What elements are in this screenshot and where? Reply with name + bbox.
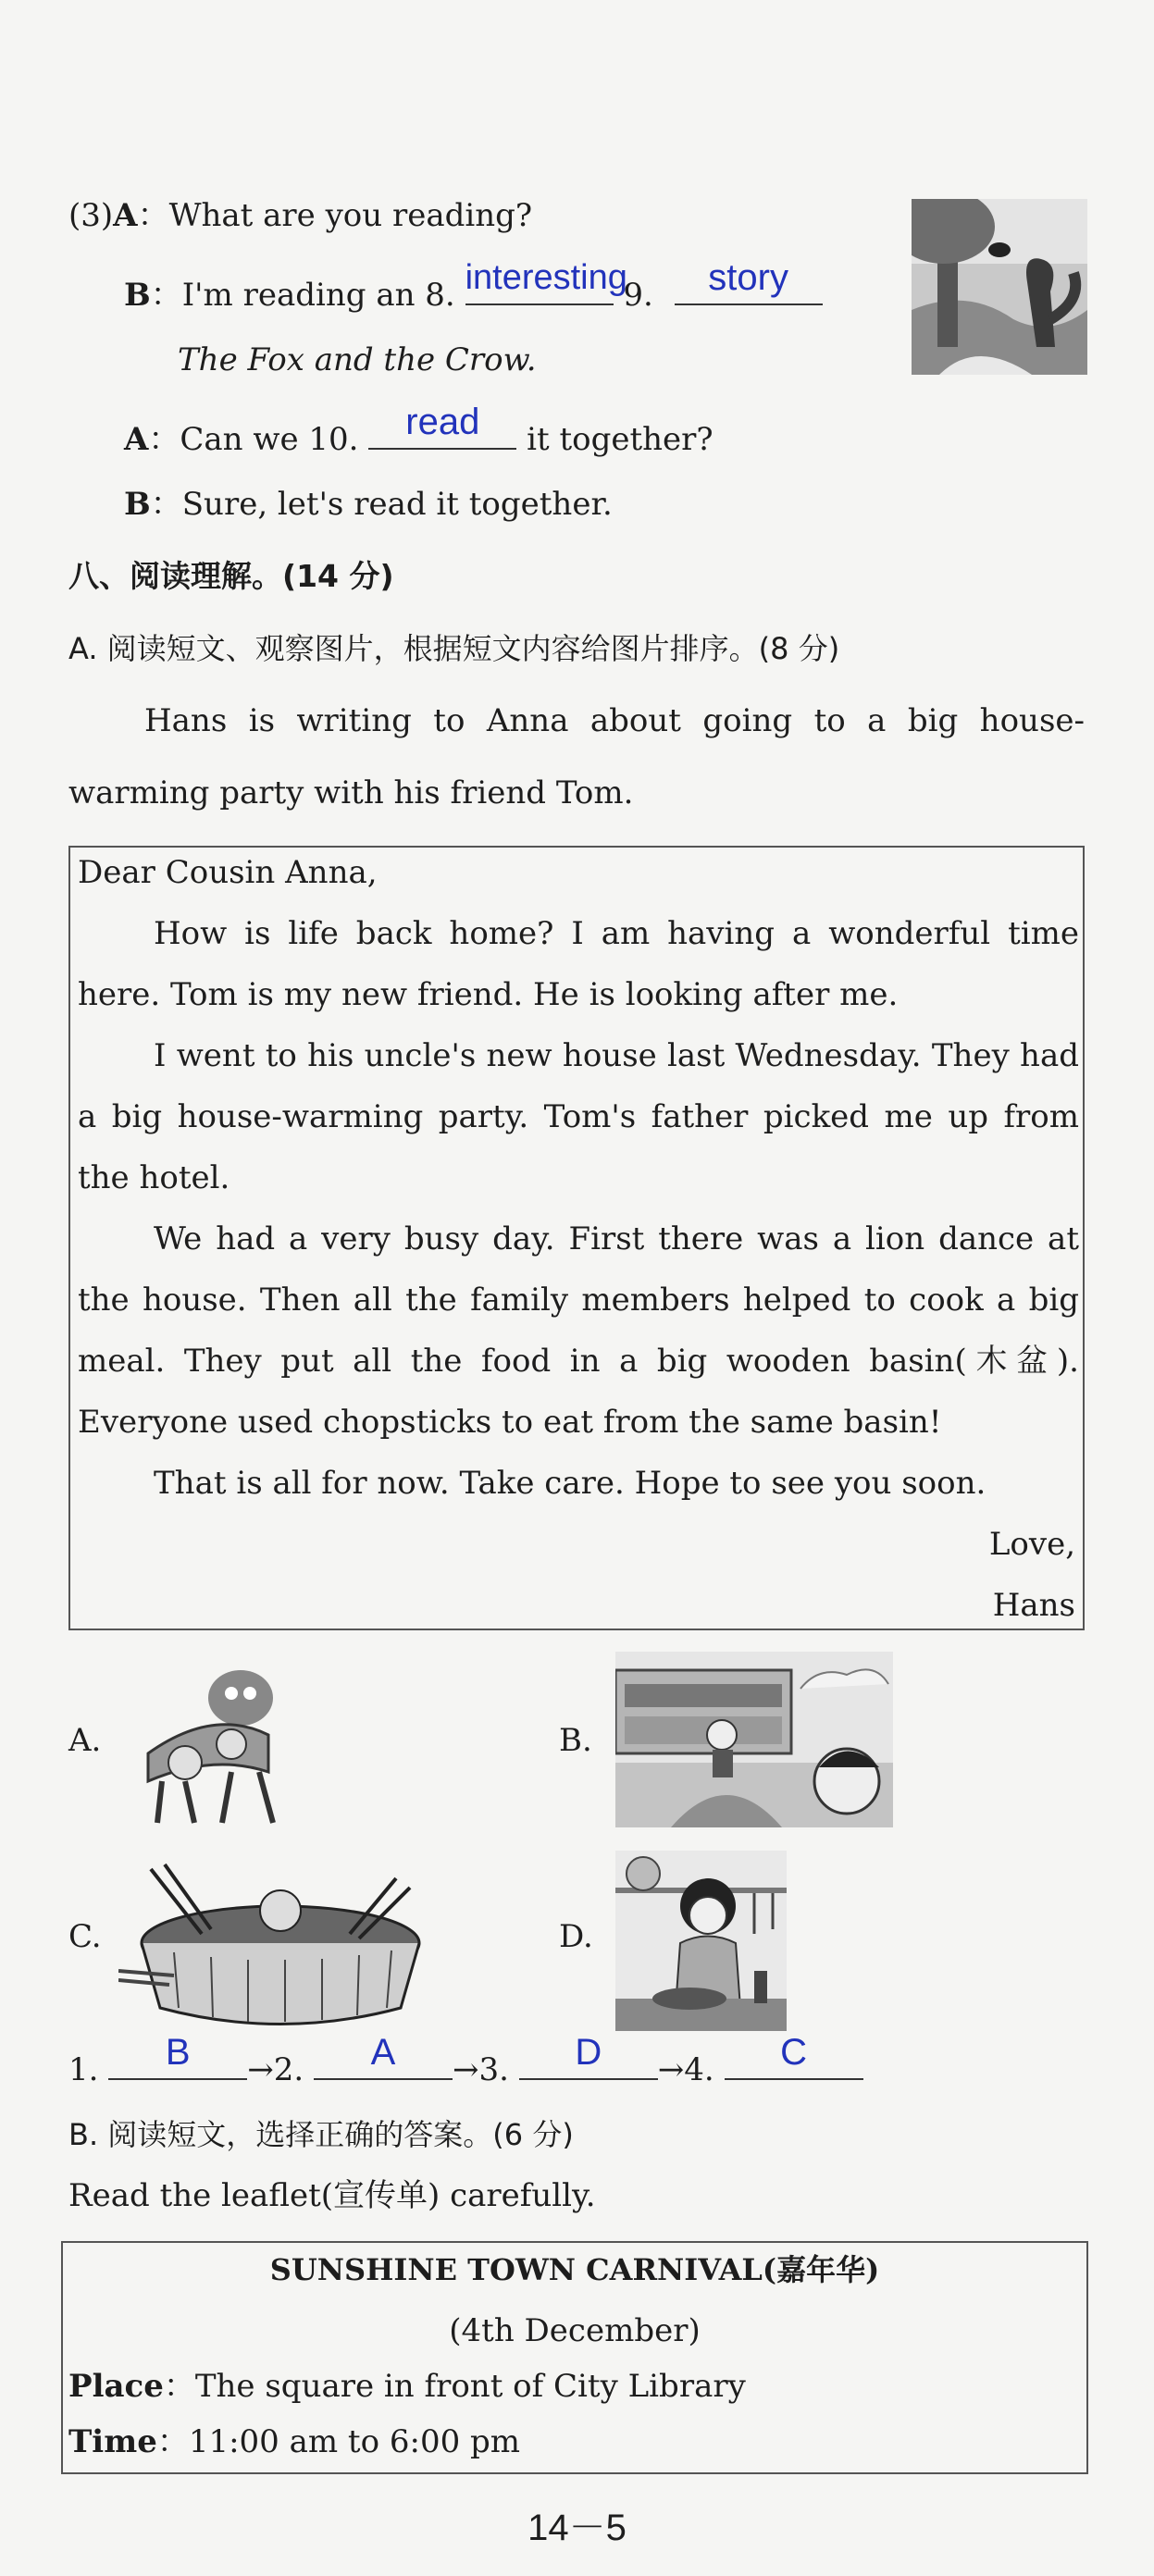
order-blank-4[interactable]: C (725, 2041, 863, 2080)
ordering-row: 1. B →2. A →3. D →4. C (68, 2041, 863, 2091)
letter-line-1: How is life back home? I am having a wonderful time (154, 915, 1079, 952)
dialogue-line-4: A：Can we 10. read it together? (124, 402, 713, 458)
leaflet-title: SUNSHINE TOWN CARNIVAL(嘉年华) (269, 2252, 880, 2287)
picture-b-label: B. (559, 1722, 592, 1759)
page-number: 14－5 (527, 2508, 627, 2548)
dialogue-line-1: (3)A：What are you reading? (68, 197, 533, 234)
picture-a-label: A. (68, 1722, 102, 1759)
letter-line-9: Everyone used chopsticks to eat from the same basin! (78, 1404, 942, 1441)
answer-blank-8[interactable]: interesting (465, 266, 614, 305)
order-blank-3[interactable]: D (519, 2041, 658, 2080)
part-a-heading: A. 阅读短文、观察图片，根据短文内容给图片排序。(8 分) (68, 631, 840, 666)
fox-and-crow-picture (912, 199, 1087, 375)
dialogue-line-2: B：I'm reading an 8. interesting 9. story (124, 266, 823, 316)
picture-d-label: D. (559, 1918, 593, 1955)
cooking-picture (615, 1851, 787, 2031)
letter-line-5: the hotel. (78, 1159, 230, 1196)
letter-line-4: a big house-warming party. Tom's father picked me up from (78, 1098, 1079, 1135)
wooden-basin-picture (118, 1851, 442, 2036)
picture-c-label: C. (68, 1918, 102, 1955)
leaflet-time: Time：11:00 am to 6:00 pm (68, 2423, 521, 2460)
part-b-instruction: Read the leaflet(宣传单) carefully. (68, 2177, 596, 2214)
book-title: The Fox and the Crow. (178, 341, 537, 378)
letter-line-10: That is all for now. Take care. Hope to see you soon. (154, 1465, 986, 1502)
letter-line-2: here. Tom is my new friend. He is looking after me. (78, 976, 899, 1013)
intro-line-2: warming party with his friend Tom. (68, 774, 634, 811)
order-blank-1[interactable]: B (108, 2041, 247, 2080)
leaflet-date: (4th December) (449, 2312, 701, 2349)
dialogue-line-5: B：Sure, let's read it together. (124, 486, 613, 523)
intro-line-1: Hans is writing to Anna about going to a big house- (144, 702, 1085, 739)
letter-line-8: meal. They put all the food in a big wooden basin(木盆). (78, 1343, 1079, 1380)
letter-box (68, 846, 1085, 1630)
house-picture (615, 1652, 893, 1827)
letter-line-6: We had a very busy day. First there was a lion dance at (154, 1220, 1079, 1257)
letter-line-7: the house. Then all the family members helped to cook a big (78, 1282, 1079, 1319)
answer-blank-9[interactable]: story (675, 266, 823, 305)
letter-line-3: I went to his uncle's new house last Wednesday. They had (154, 1037, 1079, 1074)
order-blank-2[interactable]: A (314, 2041, 453, 2080)
letter-signature: Hans (992, 1587, 1075, 1624)
part-b-heading: B. 阅读短文，选择正确的答案。(6 分) (68, 2117, 574, 2152)
crow-icon (988, 242, 1011, 257)
answer-blank-10[interactable]: read (368, 411, 516, 450)
lion-dance-picture (130, 1652, 305, 1827)
letter-closing: Love, (988, 1526, 1075, 1563)
leaflet-place: Place：The square in front of City Library (68, 2368, 746, 2405)
section-8-heading: 八、阅读理解。(14 分) (68, 558, 394, 594)
letter-greeting: Dear Cousin Anna, (78, 854, 378, 891)
leaflet-box (61, 2241, 1088, 2474)
